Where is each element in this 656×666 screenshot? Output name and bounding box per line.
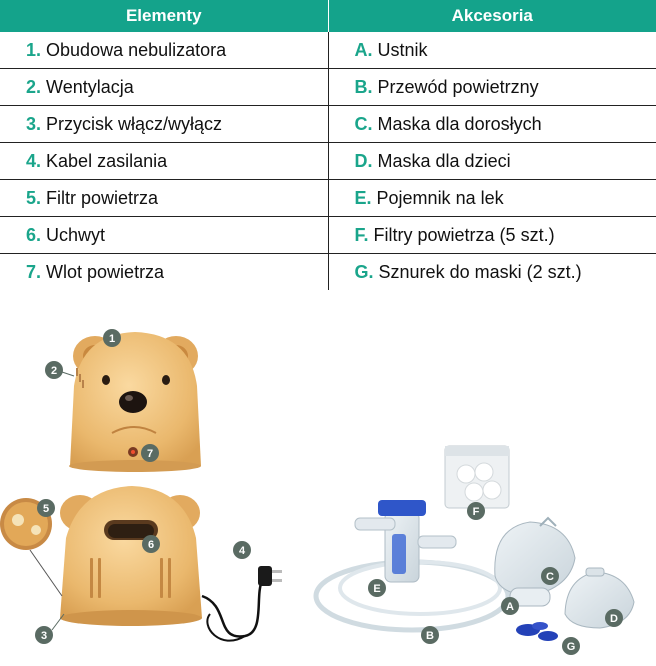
callout-5 <box>37 499 55 517</box>
element-number: 2. <box>26 76 42 97</box>
table-row <box>0 32 656 69</box>
callout-3-label: 3 <box>40 630 48 642</box>
callout-F-label: F <box>472 506 480 518</box>
callout-E-label: E <box>373 583 381 595</box>
table-row <box>0 143 656 180</box>
accessories-illustration <box>316 446 634 641</box>
accessory-cell <box>328 106 656 143</box>
accessory-letter: B. <box>354 76 373 97</box>
callout-A <box>501 597 519 615</box>
accessory-cell <box>328 254 656 291</box>
callout-6 <box>142 535 160 553</box>
element-number: 5. <box>26 187 42 208</box>
callout-5-label: 5 <box>42 503 50 515</box>
element-label: Kabel zasilania <box>46 150 168 171</box>
accessory-letter: F. <box>354 224 369 245</box>
parts-table <box>0 0 656 290</box>
callout-7-label: 7 <box>146 448 154 460</box>
accessory-label: Przewód powietrzny <box>377 76 539 97</box>
accessory-cell <box>328 180 656 217</box>
table-row <box>0 180 656 217</box>
callout-E <box>368 579 386 597</box>
accessory-cell <box>328 217 656 254</box>
callout-2 <box>45 361 74 379</box>
element-cell <box>0 143 328 180</box>
accessory-cell <box>328 32 656 69</box>
element-label: Przycisk włącz/wyłącz <box>46 113 223 134</box>
callout-C <box>541 567 559 585</box>
accessory-letter: D. <box>354 150 373 171</box>
callout-B <box>421 626 439 644</box>
element-number: 1. <box>26 39 42 60</box>
callout-C-label: C <box>546 571 554 583</box>
accessory-letter: C. <box>354 113 373 134</box>
accessory-cell <box>328 69 656 106</box>
element-cell <box>0 32 328 69</box>
element-label: Wlot powietrza <box>46 261 165 282</box>
header-accessories: Akcesoria <box>328 0 656 32</box>
element-cell <box>0 69 328 106</box>
product-illustration <box>0 296 656 666</box>
callout-G <box>562 637 580 655</box>
callout-A-label: A <box>506 601 514 613</box>
element-number: 3. <box>26 113 42 134</box>
accessory-label: Pojemnik na lek <box>376 187 504 208</box>
callout-F <box>467 502 485 520</box>
element-number: 7. <box>26 261 42 282</box>
callout-2-label: 2 <box>50 365 58 377</box>
accessory-letter: A. <box>354 39 373 60</box>
element-cell <box>0 254 328 291</box>
table-row <box>0 69 656 106</box>
element-label: Obudowa nebulizatora <box>46 39 227 60</box>
table-row <box>0 254 656 291</box>
callout-4 <box>233 541 251 559</box>
element-label: Filtr powietrza <box>46 187 159 208</box>
element-number: 4. <box>26 150 42 171</box>
element-cell <box>0 217 328 254</box>
element-cell <box>0 106 328 143</box>
table-row <box>0 106 656 143</box>
callout-7 <box>141 444 159 462</box>
callout-1-label: 1 <box>108 333 116 345</box>
element-label: Wentylacja <box>46 76 134 97</box>
accessory-letter: E. <box>354 187 372 208</box>
callout-6-label: 6 <box>147 539 155 551</box>
header-elements: Elementy <box>0 0 328 32</box>
callout-G-label: G <box>566 641 576 653</box>
accessory-label: Filtry powietrza (5 szt.) <box>373 224 555 245</box>
table-header-row <box>0 0 656 32</box>
element-label: Uchwyt <box>46 224 106 245</box>
callout-B-label: B <box>426 630 434 642</box>
accessory-label: Maska dla dzieci <box>377 150 511 171</box>
callout-4-label: 4 <box>238 545 246 557</box>
accessory-label: Maska dla dorosłych <box>377 113 542 134</box>
element-number: 6. <box>26 224 42 245</box>
nebulizer-front-view <box>69 332 201 472</box>
callout-3 <box>35 614 64 644</box>
accessory-letter: G. <box>354 261 374 282</box>
accessory-label: Sznurek do maski (2 szt.) <box>378 261 582 282</box>
accessory-label: Ustnik <box>377 39 428 60</box>
callout-1 <box>103 329 121 347</box>
accessory-cell <box>328 143 656 180</box>
table-row <box>0 217 656 254</box>
callout-D <box>605 609 623 627</box>
callout-D-label: D <box>610 613 618 625</box>
element-cell <box>0 180 328 217</box>
